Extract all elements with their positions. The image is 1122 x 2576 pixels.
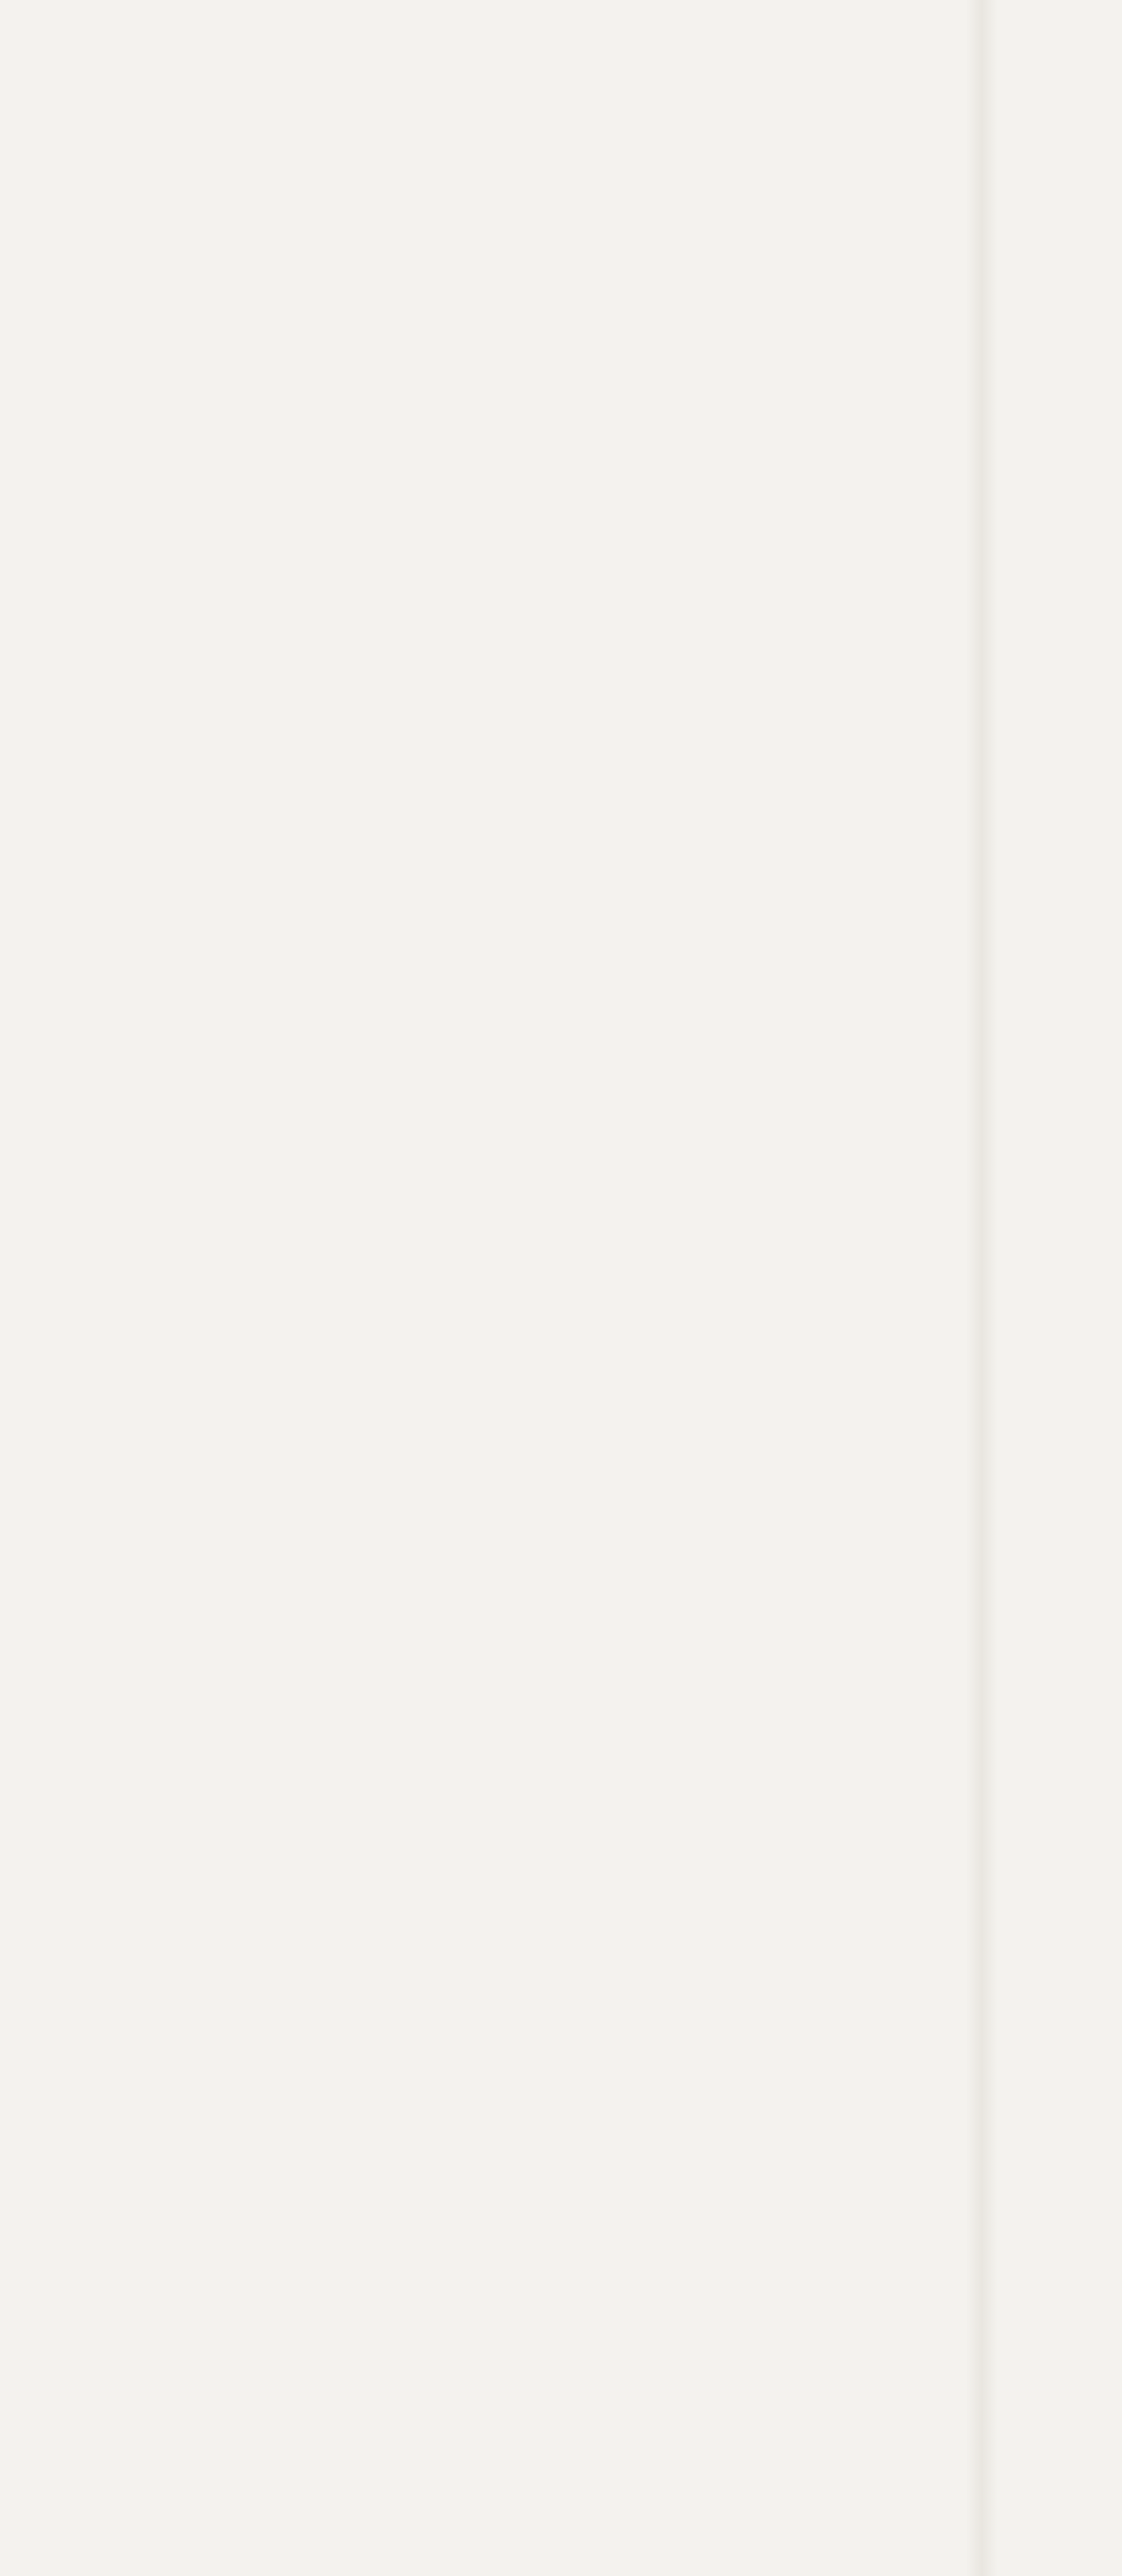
page-gutter (966, 0, 998, 2576)
